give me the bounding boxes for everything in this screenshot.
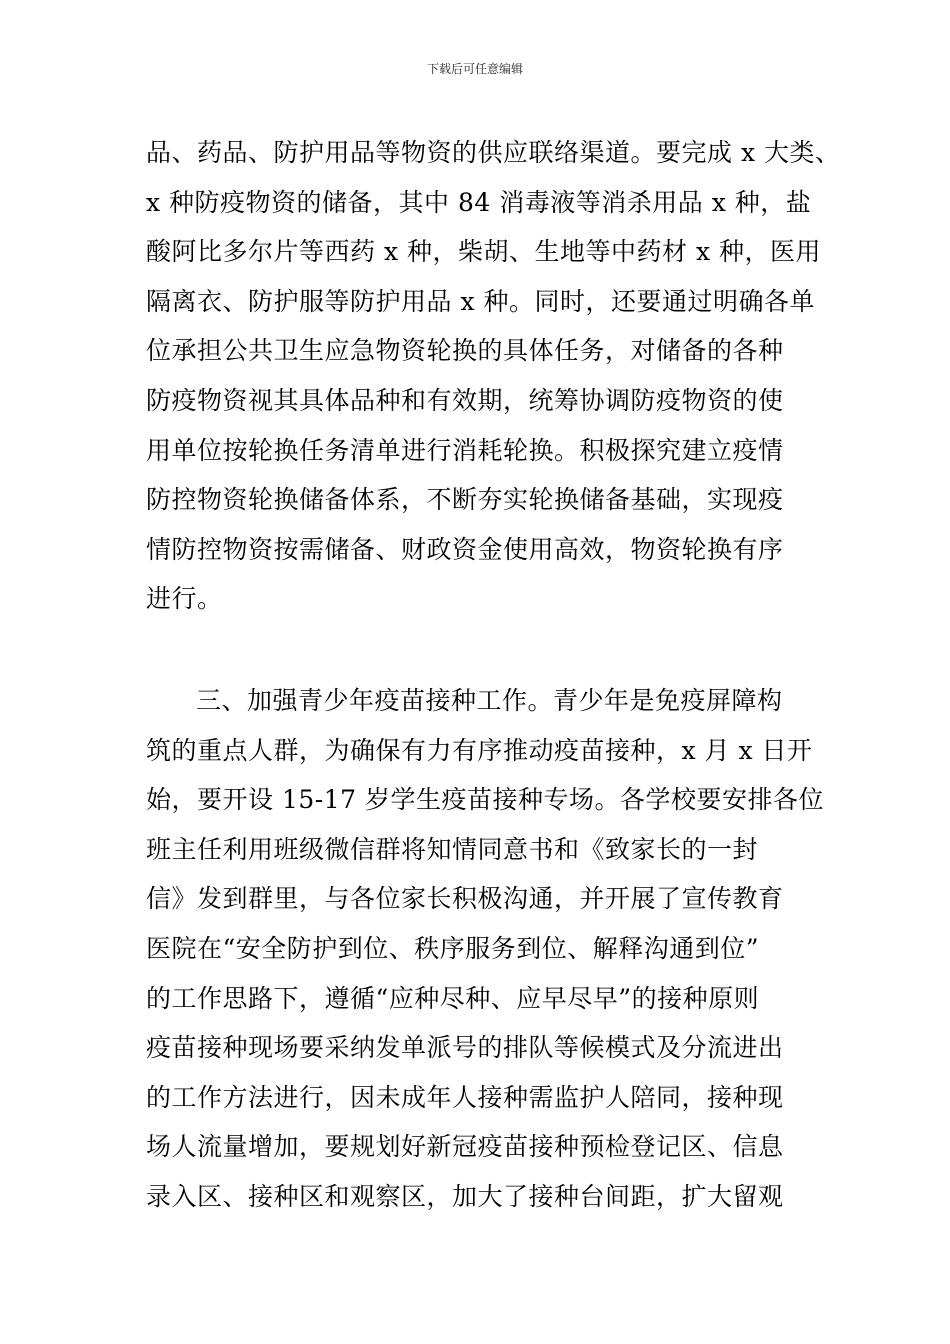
text-line: 隔离衣、防护服等防护用品 x 种。同时，还要通过明确各单 [146, 286, 815, 316]
text-line: 信》发到群里，与各位家长积极沟通，并开展了宣传教育 [146, 884, 784, 914]
text-line: 用单位按轮换任务清单进行消耗轮换。积极探究建立疫情 [146, 435, 784, 465]
text-line: 酸阿比多尔片等西药 x 种，柴胡、生地等中药材 x 种，医用 [146, 237, 821, 267]
text-line: 筑的重点人群，为确保有力有序推动疫苗接种，x 月 x 日开 [146, 735, 813, 765]
text-line: 品、药品、防护用品等物资的供应联络渠道。要完成 x 大类、 [146, 138, 841, 167]
text-line: 情防控物资按需储备、财政资金使用高效，物资轮换有序 [146, 534, 784, 564]
paragraph-supplies [146, 128, 841, 624]
paragraph-youth-vaccination [146, 676, 826, 1222]
text-line: 进行。 [146, 584, 223, 614]
text-line: 录入区、接种区和观察区，加大了接种台间距，扩大留观 [146, 1181, 784, 1211]
text-line: 三、加强青少年疫苗接种工作。青少年是免疫屏障构 [196, 686, 783, 715]
text-line: 的工作方法进行，因未成年人接种需监护人陪同，接种现 [146, 1082, 784, 1112]
page-header: 下载后可任意编辑 [426, 62, 523, 76]
text-line: x 种防疫物资的储备，其中 84 消毒液等消杀用品 x 种，盐 [146, 187, 812, 217]
text-line: 位承担公共卫生应急物资轮换的具体任务，对储备的各种 [146, 336, 784, 366]
text-line: 医院在“安全防护到位、秩序服务到位、解释沟通到位” [146, 933, 760, 963]
text-line: 的工作思路下，遵循“应种尽种、应早尽早”的接种原则 [146, 983, 760, 1013]
text-line: 防疫物资视其具体品种和有效期，统筹协调防疫物资的使 [146, 385, 784, 415]
text-line: 始，要开设 15-17 岁学生疫苗接种专场。各学校要安排各位 [146, 785, 824, 815]
text-line: 防控物资轮换储备体系，不断夯实轮换储备基础，实现疫 [146, 485, 784, 515]
text-line: 疫苗接种现场要采纳发单派号的排队等候模式及分流进出 [146, 1033, 784, 1063]
text-line: 场人流量增加，要规划好新冠疫苗接种预检登记区、信息 [146, 1132, 784, 1162]
text-line: 班主任利用班级微信群将知情同意书和《致家长的一封 [146, 834, 759, 864]
